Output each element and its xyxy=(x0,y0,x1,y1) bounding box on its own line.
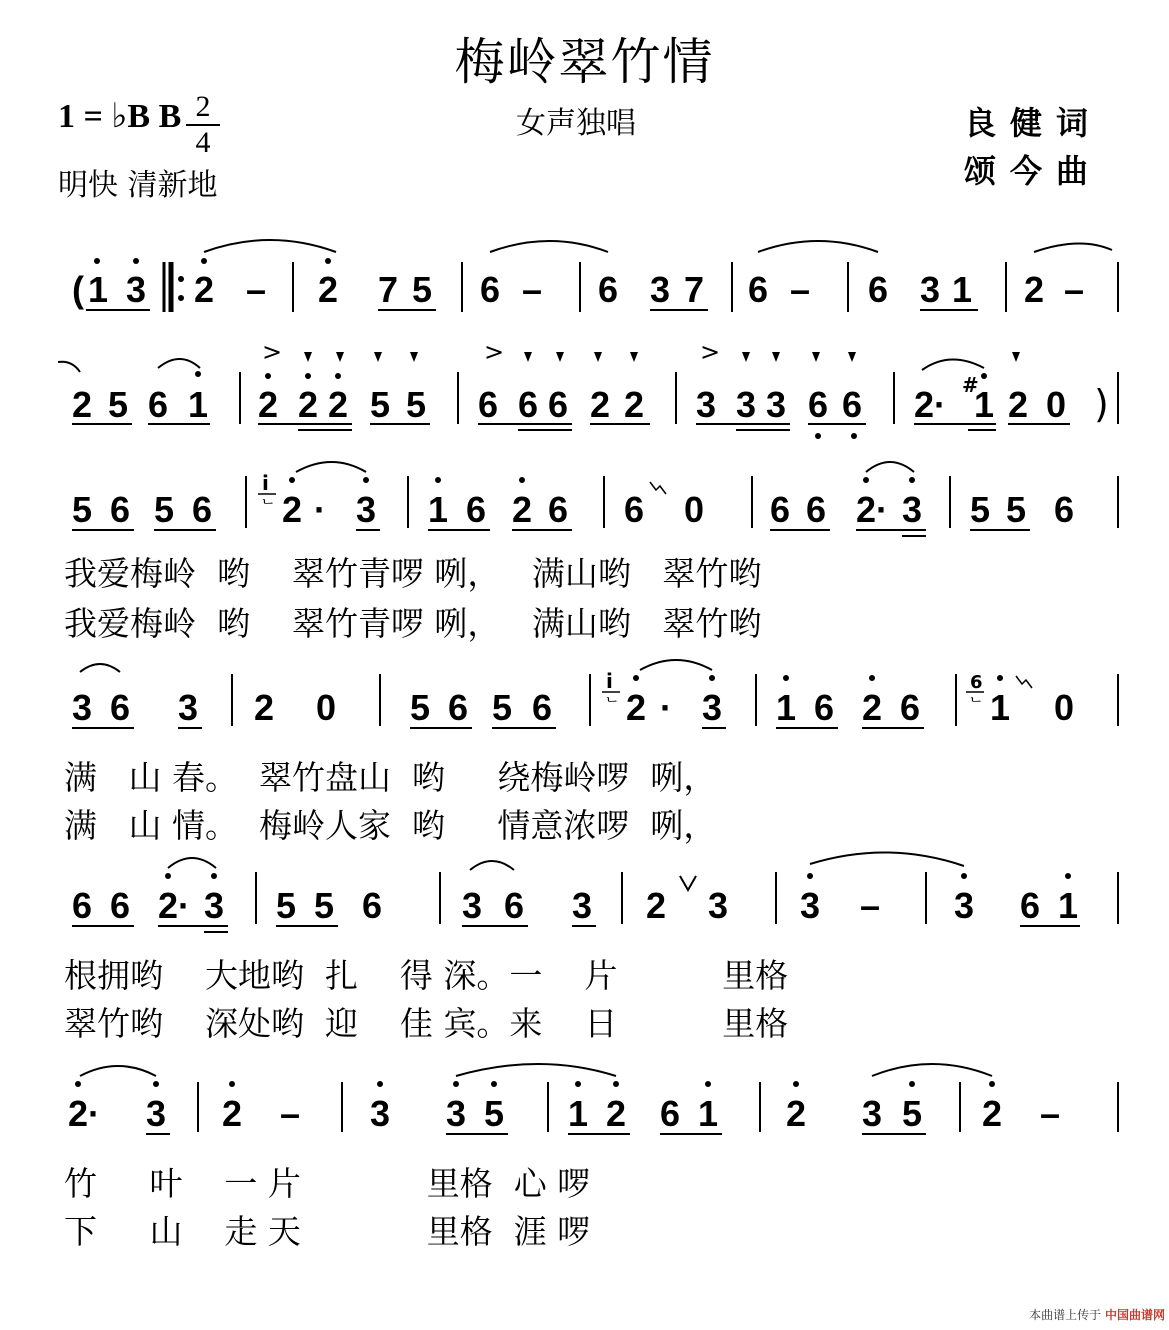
svg-text:6: 6 xyxy=(748,269,769,310)
svg-text:2: 2 xyxy=(72,384,93,425)
svg-text:–: – xyxy=(522,269,543,310)
svg-text:3: 3 xyxy=(708,885,729,926)
svg-text:2: 2 xyxy=(786,1093,807,1134)
svg-text:2: 2 xyxy=(512,489,533,530)
score-row-3 xyxy=(72,462,1118,536)
svg-text:3: 3 xyxy=(462,885,483,926)
svg-text:0: 0 xyxy=(684,489,705,530)
svg-text:2: 2 xyxy=(298,384,319,425)
lyrics-row5-verse1: 根拥哟 大地哟 扎 得 深。一 片 里格 xyxy=(64,956,789,995)
svg-text:–: – xyxy=(860,885,881,926)
svg-text:1: 1 xyxy=(568,1093,589,1134)
svg-text:2·: 2· xyxy=(68,1093,101,1134)
svg-text:2·: 2· xyxy=(158,885,191,926)
svg-text:2: 2 xyxy=(282,489,303,530)
svg-text:6: 6 xyxy=(532,687,553,728)
svg-text:–: – xyxy=(280,1093,301,1134)
svg-text:6: 6 xyxy=(806,489,827,530)
svg-text:2: 2 xyxy=(194,269,215,310)
svg-text:6: 6 xyxy=(504,885,525,926)
svg-text:6: 6 xyxy=(362,885,383,926)
score-row-4 xyxy=(72,660,1118,728)
svg-text:3: 3 xyxy=(766,384,787,425)
svg-text:>: > xyxy=(262,338,283,366)
svg-text:2: 2 xyxy=(222,1093,243,1134)
svg-text:6: 6 xyxy=(448,687,469,728)
svg-text:2: 2 xyxy=(626,687,647,728)
svg-text:3: 3 xyxy=(572,885,593,926)
svg-text:6: 6 xyxy=(110,687,131,728)
svg-text:>: > xyxy=(484,338,505,366)
svg-text:3: 3 xyxy=(446,1093,467,1134)
lyrics-row4-verse2: 满 山 情。 梅岭人家 哟 情意浓啰 咧， xyxy=(64,806,717,845)
svg-text:–: – xyxy=(790,269,811,310)
svg-text:2: 2 xyxy=(646,885,667,926)
svg-text:3: 3 xyxy=(702,687,723,728)
svg-text:2: 2 xyxy=(624,384,645,425)
svg-text:2: 2 xyxy=(318,269,339,310)
svg-text:2·: 2· xyxy=(856,489,889,530)
svg-text:2: 2 xyxy=(1024,269,1045,310)
svg-text:–: – xyxy=(246,269,267,310)
svg-text:6: 6 xyxy=(1020,885,1041,926)
svg-text:3: 3 xyxy=(126,269,147,310)
svg-text:5: 5 xyxy=(314,885,335,926)
svg-text:5: 5 xyxy=(370,384,391,425)
svg-text:(: ( xyxy=(72,269,84,310)
svg-text:3: 3 xyxy=(920,269,941,310)
svg-text:–: – xyxy=(1040,1093,1061,1134)
svg-text:6: 6 xyxy=(192,489,213,530)
svg-text:ᄂ: ᄂ xyxy=(968,695,984,714)
svg-text:–: – xyxy=(1064,269,1085,310)
time-signature-bottom: 4 xyxy=(195,126,211,159)
svg-text:6: 6 xyxy=(548,489,569,530)
svg-text:6: 6 xyxy=(72,885,93,926)
svg-text:2: 2 xyxy=(1008,384,1029,425)
lyrics-row5-verse2: 翠竹哟 深处哟 迎 佳 宾。来 日 里格 xyxy=(64,1004,789,1043)
svg-text:6: 6 xyxy=(900,687,921,728)
lyrics-row4-verse1: 满 山 春。 翠竹盘山 哟 绕梅岭啰 咧， xyxy=(64,758,717,797)
svg-text:5: 5 xyxy=(406,384,427,425)
site-logo[interactable]: 中国曲谱网 xyxy=(1104,1308,1165,1322)
key-text: 1 = ♭B xyxy=(58,98,151,135)
score-row-1 xyxy=(72,240,1118,312)
svg-text:6: 6 xyxy=(110,885,131,926)
svg-text:6: 6 xyxy=(660,1093,681,1134)
svg-text:3: 3 xyxy=(650,269,671,310)
subtitle: 女声独唱 xyxy=(516,106,636,141)
svg-text:6: 6 xyxy=(970,672,983,693)
lyrics-row6-verse2: 下 山 走 天 里格 涯 啰 xyxy=(64,1212,591,1251)
svg-text:3: 3 xyxy=(204,885,225,926)
svg-text:5: 5 xyxy=(484,1093,505,1134)
svg-text:2: 2 xyxy=(590,384,611,425)
svg-text:6: 6 xyxy=(478,384,499,425)
svg-text:5: 5 xyxy=(154,489,175,530)
svg-text:2: 2 xyxy=(862,687,883,728)
svg-text:6: 6 xyxy=(598,269,619,310)
svg-text:6: 6 xyxy=(480,269,501,310)
svg-text:3: 3 xyxy=(954,885,975,926)
svg-text:3: 3 xyxy=(356,489,377,530)
tempo-marking: 明快 清新地 xyxy=(58,168,218,203)
svg-text:5: 5 xyxy=(1006,489,1027,530)
svg-text:1: 1 xyxy=(428,489,449,530)
upload-text: 本曲谱上传于 xyxy=(1029,1308,1102,1322)
svg-text:2: 2 xyxy=(254,687,275,728)
svg-text:ᄂ: ᄂ xyxy=(260,497,276,516)
score-row-6 xyxy=(68,1064,1118,1134)
svg-text:i: i xyxy=(262,471,269,495)
lyrics-row6-verse1: 竹 叶 一 片 里格 心 啰 xyxy=(64,1164,591,1203)
svg-text:5: 5 xyxy=(72,489,93,530)
svg-text:5: 5 xyxy=(412,269,433,310)
svg-text:5: 5 xyxy=(108,384,129,425)
svg-text:3: 3 xyxy=(800,885,821,926)
svg-text:6: 6 xyxy=(868,269,889,310)
svg-text:2: 2 xyxy=(982,1093,1003,1134)
svg-text:3: 3 xyxy=(146,1093,167,1134)
lyrics-row3-verse1: 我爱梅岭 哟 翠竹青啰 咧， 满山哟 翠竹哟 xyxy=(64,554,762,593)
score-row-5 xyxy=(72,852,1118,932)
composer-credit: 颂今曲 xyxy=(964,152,1103,190)
svg-text:6: 6 xyxy=(548,384,569,425)
svg-text:7: 7 xyxy=(684,269,705,310)
svg-text:i: i xyxy=(606,669,613,693)
svg-text:3: 3 xyxy=(902,489,923,530)
svg-text:2·: 2· xyxy=(914,384,947,425)
key-signature: 1 = ♭B B xyxy=(58,98,182,135)
svg-text:3: 3 xyxy=(178,687,199,728)
svg-text:1: 1 xyxy=(1058,885,1079,926)
svg-text:1: 1 xyxy=(990,687,1011,728)
svg-text:6: 6 xyxy=(466,489,487,530)
svg-text:6: 6 xyxy=(814,687,835,728)
svg-text:0: 0 xyxy=(316,687,337,728)
svg-text:·: · xyxy=(314,489,326,530)
svg-text:#: # xyxy=(962,373,979,397)
score-row-2 xyxy=(58,338,1118,439)
svg-text:5: 5 xyxy=(410,687,431,728)
time-signature-top: 2 xyxy=(195,90,211,123)
svg-text:1: 1 xyxy=(974,384,995,425)
svg-text:6: 6 xyxy=(842,384,863,425)
svg-text:6: 6 xyxy=(148,384,169,425)
svg-text:3: 3 xyxy=(736,384,757,425)
svg-text:1: 1 xyxy=(188,384,209,425)
svg-text:6: 6 xyxy=(518,384,539,425)
svg-text:6: 6 xyxy=(770,489,791,530)
svg-text:6: 6 xyxy=(624,489,645,530)
svg-text:3: 3 xyxy=(72,687,93,728)
svg-text:6: 6 xyxy=(110,489,131,530)
svg-text:0: 0 xyxy=(1054,687,1075,728)
svg-text:1: 1 xyxy=(952,269,973,310)
svg-text:5: 5 xyxy=(970,489,991,530)
svg-text:6: 6 xyxy=(1054,489,1075,530)
svg-text:3: 3 xyxy=(370,1093,391,1134)
svg-text:6: 6 xyxy=(808,384,829,425)
svg-text:): ) xyxy=(1094,382,1109,426)
svg-text:3: 3 xyxy=(862,1093,883,1134)
svg-text:2: 2 xyxy=(258,384,279,425)
svg-text:1: 1 xyxy=(698,1093,719,1134)
song-title: 梅岭翠竹情 xyxy=(454,33,715,91)
svg-text:0: 0 xyxy=(1046,384,1067,425)
lyrics-row3-verse2: 我爱梅岭 哟 翠竹青啰 咧， 满山哟 翠竹哟 xyxy=(64,604,762,643)
svg-text:ᄂ: ᄂ xyxy=(604,695,620,714)
svg-text:2: 2 xyxy=(606,1093,627,1134)
svg-text:3: 3 xyxy=(696,384,717,425)
svg-text:7: 7 xyxy=(378,269,399,310)
svg-text:1: 1 xyxy=(88,269,109,310)
svg-text:2: 2 xyxy=(328,384,349,425)
svg-text:·: · xyxy=(660,687,672,728)
svg-text:>: > xyxy=(700,338,721,366)
upload-footer xyxy=(1029,1306,1165,1323)
svg-text:5: 5 xyxy=(902,1093,923,1134)
svg-text:1: 1 xyxy=(776,687,797,728)
svg-text:5: 5 xyxy=(492,687,513,728)
lyricist-credit: 良健词 xyxy=(964,104,1103,142)
svg-text:5: 5 xyxy=(276,885,297,926)
